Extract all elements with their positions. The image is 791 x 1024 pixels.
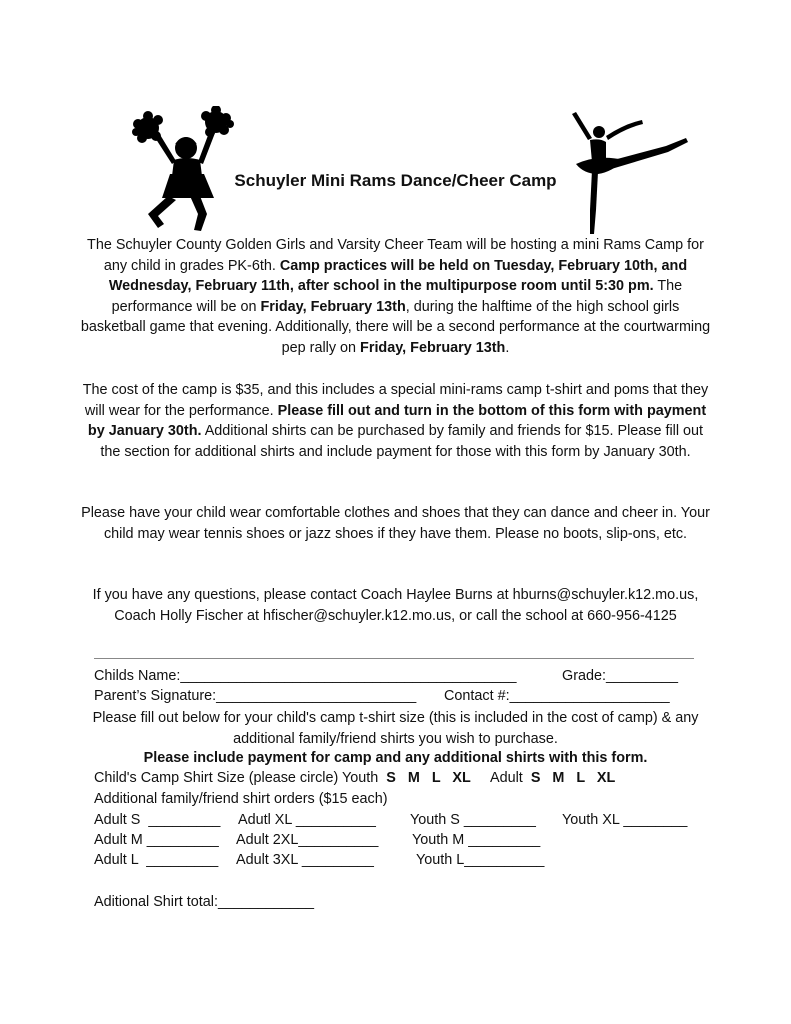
text-run: The Schuyler County Golden Girls and Varsity Cheer Team will be hosting a mini Rams Camp for any child in grades PK-6th. <box>87 237 704 274</box>
adult-m-field[interactable]: Adult M _________ <box>94 832 219 848</box>
adult-l-field[interactable]: Adult L _________ <box>94 852 219 868</box>
section-divider <box>94 658 694 659</box>
payment-notice: Please include payment for camp and any additional shirts with this form. <box>143 750 648 766</box>
contact-field[interactable]: Contact #:____________________ <box>444 688 670 704</box>
youth-m-field[interactable]: Youth M _________ <box>412 832 541 848</box>
adult-s-field[interactable]: Adult S _________ <box>94 812 221 828</box>
adult-size-label: Adult <box>490 770 523 786</box>
adult-2xl-field[interactable]: Adult 2XL__________ <box>236 832 379 848</box>
youth-xl-field[interactable]: Youth XL ________ <box>562 812 688 828</box>
cheerleader-silhouette <box>128 106 238 234</box>
parent-signature-field[interactable]: Parent’s Signature:_________________________ <box>94 688 417 704</box>
cost-paragraph <box>80 380 711 462</box>
text-run: Please fill out and turn in the bottom of this form with payment by January 30th. <box>87 402 707 440</box>
text-run: , during the halftime of the high school girls basketball game that evening. Additionally, there will be a second performance at the courtwarming pep rally on <box>80 298 711 356</box>
text-run: If you have any questions, please contact Coach Haylee Burns at hburns@schuyler.k12.mo.us, Coach Holly Fischer at hfischer@schuyler.k12.mo.us, or call the school at 660-956-4125 <box>92 587 699 624</box>
page-title: Schuyler Mini Rams Dance/Cheer Camp <box>234 171 557 190</box>
text-run: . <box>505 339 510 356</box>
text-run: The cost of the camp is $35, and this includes a special mini-rams camp t-shirt and poms that they will wear for the performance. <box>82 382 709 419</box>
adult-xl-field[interactable]: Adutl XL __________ <box>238 812 376 828</box>
youth-l-field[interactable]: Youth L__________ <box>416 852 545 868</box>
shirt-instructions: Please fill out below for your child's camp t-shirt size (this is included in the cost of camp) & any additional family/friend shirts you wish to purchase. <box>92 710 699 747</box>
adult-3xl-field[interactable]: Adult 3XL _________ <box>236 852 374 868</box>
clothing-paragraph <box>80 503 711 544</box>
childs-name-field[interactable]: Childs Name:__________________________________________ <box>94 668 517 684</box>
text-run: Camp practices will be held on Tuesday, February 10th, and Wednesday, February 11th, after school in the multipurpose room until 5:30 pm. <box>108 257 688 295</box>
contact-paragraph <box>80 585 711 626</box>
adult-size-options[interactable]: S M L XL <box>530 770 616 786</box>
text-run: Additional shirts can be purchased by family and friends for $15. Please fill out the section for additional shirts and include payment for those with this form by January 30th. <box>100 423 704 460</box>
shirt-total-field[interactable]: Aditional Shirt total:____________ <box>94 894 315 910</box>
text-run: Friday, February 13th <box>260 298 406 315</box>
additional-orders-label: Additional family/friend shirt orders ($15 each) <box>94 791 388 807</box>
shirt-size-label: Child's Camp Shirt Size (please circle) Youth <box>94 770 379 786</box>
grade-field[interactable]: Grade:_________ <box>562 668 679 684</box>
shirt-size-row <box>94 770 615 786</box>
text-run: Friday, February 13th <box>360 339 506 356</box>
intro-paragraph <box>80 235 711 359</box>
youth-size-options[interactable]: S M L XL <box>386 770 471 786</box>
youth-s-field[interactable]: Youth S _________ <box>410 812 536 828</box>
text-run: The performance will be on <box>111 278 683 315</box>
text-run: Please have your child wear comfortable clothes and shoes that they can dance and cheer in. Your child may wear tennis shoes or jazz shoes if they have them. Please no boots, slip-ons, etc. <box>81 505 710 542</box>
